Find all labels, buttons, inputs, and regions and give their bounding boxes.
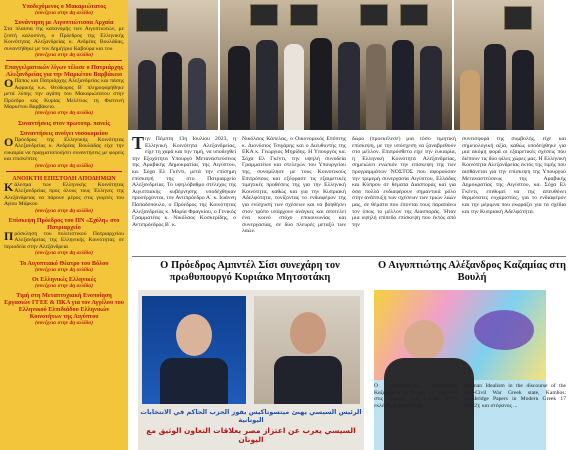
- person: [162, 52, 182, 130]
- sidebar-item-title: Υποδεχόμενος ο Μακαριώτατος: [21, 3, 106, 10]
- face: [404, 320, 444, 360]
- suit: [160, 358, 228, 404]
- drop-cap: Ο: [4, 134, 14, 149]
- painting: [136, 8, 168, 32]
- divider: [6, 60, 122, 61]
- divider: [6, 171, 122, 172]
- continued-note[interactable]: (συνέχεια στην 4η σελίδα): [34, 282, 94, 289]
- photo-meeting-main: [220, 0, 452, 130]
- painting: [250, 4, 278, 26]
- person: [256, 40, 278, 130]
- person: [366, 44, 386, 130]
- sidebar-item-body: Πάπας και Πατριάρχης Αλεξανδρείας και πάσης Αφρικής κ.κ. Θεόδωρος Β΄ πληροφορήθηκε μετά λύπης την αγάπη του Μακαριώτατου στην Πρόεδρο κας Κυρίας Μελέτιος τη Φωτεινή Μαρκέτου Βαρβάκειο.: [4, 78, 124, 111]
- sidebar-item-title: Το Αιγυπτιακό Θέατρο του Βόλου: [19, 259, 109, 267]
- photo-leaders: [138, 290, 364, 450]
- photo-meeting-right: [454, 0, 544, 130]
- painting: [400, 4, 428, 26]
- article-column-3: δώρο (προεκέλεσε) μια τόσο τιμητική επίσκεψη, με την υπόσχεση να ξαναβρεθούν στο μέλλον. Επιπρόσθετα είχε την ευκαιρία, η Ελληνική Κοινότητα Αλεξανδρείας, σημειώνει ενώπιόν την επίσκεψη της των προγραμμάτων ΝΟΣΤΟΣ που αφορούσαν την τριμερή συνεργασία Αιγύπτου, Ελλάδας και Κύπρου σε θέματα Διασποράς και για όσα πολλά ενδιαφέρουν σημαντικά ρόλο στην ανάπτυξη των σχέσεων των τριών λαών μας, σε θέματα που έπονται τους παραπάνω τον όπως το μέλλον της Διασποράς. Ήταν μια υψηλή επίπεδο επίσκεψη που έκτός από την: [352, 136, 456, 228]
- sidebar-item[interactable]: [0, 130, 128, 169]
- drop-cap: Κ: [4, 179, 14, 194]
- continued-note[interactable]: (συνέχεια στην 4η σελίδα): [34, 266, 94, 273]
- sidebar-item[interactable]: [0, 276, 128, 289]
- sidebar-item-body: ρόσκληση του πολιτιστικού Πατριαρχείου Αλεξανδρείας της Ελληνικής Κοινότητας σε περιοδεία στην Αλεξάνδρεια: [4, 230, 124, 250]
- person: [392, 40, 414, 130]
- sidebar: [0, 0, 128, 450]
- sidebar-item-body: άλεσμα των Ελληνικής Κοινότητας Αλεξανδρείας προς όλους τους Έλληνες της Αλεξάνδρειας να πάρουν μέρος στις γιορτές του Αγίου Μάρκου: [4, 181, 124, 208]
- kazamias-article-col2: German Idealism in the discourse of the post-Civil War Greek state, Kambos: Cambridge Papers in Modern Greek 17 (2012); και στέφανος ...: [464, 383, 566, 409]
- sidebar-item-title: ΑΝΟΙΚΤΗ ΕΠΙΣΤΟΛΗ ΑΠΟΔΗΜΩΝ: [12, 174, 116, 182]
- drop-cap: Π: [4, 228, 14, 243]
- face: [176, 314, 212, 356]
- suit: [274, 356, 342, 404]
- photo-meeting-left: [128, 0, 218, 130]
- sidebar-item[interactable]: [0, 64, 128, 116]
- person: [338, 42, 360, 130]
- sidebar-item[interactable]: [0, 292, 128, 326]
- mural-shape: [474, 310, 534, 350]
- person: [188, 58, 206, 130]
- continued-note[interactable]: (συνέχεια στην 4η σελίδα): [34, 162, 94, 169]
- continued-note[interactable]: (συνέχεια στην 4η σελίδα): [34, 52, 94, 59]
- main-content: [128, 0, 576, 450]
- painting: [504, 6, 532, 30]
- person: [512, 50, 534, 130]
- person: [138, 60, 156, 130]
- continued-note[interactable]: (συνέχεια στην 4η σελίδα): [34, 207, 94, 214]
- person: [420, 46, 442, 130]
- kazamias-article-col1: Ο Αιγυπτιώτης Αλέξανδρος Καζαμίας στην Βουλή των Ελλήνων στις εκλογές του Ιουνίου 2023, εκλέχθηκε βουλευτής ...: [374, 383, 458, 409]
- drop-cap: Τ: [132, 136, 145, 153]
- painting: [360, 4, 388, 26]
- article-text: ην Πέμπτη 13η Ιουλίου 2023, η Ελληνική Κοινότητα Αλεξανδρείας, είχε τη χαρά και την τιμή, να υποδεχθεί την Εξοχότητα Υπουργό Μεταναστεύσεως της Αραβικής Δημοκρατίας της Αιγύπτου, κα. Σόχα Ελ Γκέντι, μετά την επίσημη επίσκεψή της στο Πατριαρχείο Αλεξανδρείας. Το υψηλόβαθμο στέλεχος της Αιγυπτιακής κυβέρνησης υποδέχθηκαν προσέρχονται, τον Αντιπρόεδρο Α΄ κ. Ιωάννη Παπαδόπουλο, ο Πρόεδρος της Κοινότητας Αλεξανδρείας κ. Μαρία Φραγκίου, ο Γενικός Γραμματέας κ. Νικόλαος Κοσκερίδης, ο Αντιπρόεδρος Β΄ κ.: [132, 136, 236, 228]
- sidebar-item[interactable]: [0, 120, 128, 127]
- portrait-mitsotakis: [142, 296, 246, 404]
- person: [228, 46, 250, 130]
- sidebar-item-title: Οι Ελληνικές Ελληνικές: [31, 275, 96, 283]
- sidebar-item-body: Στα πλαίσια της κατανομής των Αιγυπτιωτών, με ζεστή καλοσύνη, ο Πρόεδρος της Ελληνικής Κοινότητας Αλεξανδρείας κ. Ανδρέας Βουλάδας, συναντήθηκε με τον Δημήτριο Καβούρα και του: [4, 26, 124, 52]
- headline-kazamias[interactable]: Ο Αιγυπτιώτης Αλέξανδρος Καζαμίας στη Βουλή: [378, 260, 566, 283]
- sidebar-item-title: Τιμή στη Μεταπτυχιακή Ενοποίηση Εργασιών ΓΓΕΕ & ΠΚΑ για τον Αγγέλου του Ελληνικού Ελπιδιάδου Ελληνικών Κοινοτήτων της Αιγύπτου: [4, 292, 124, 321]
- sidebar-item-title: Συναντήσεις στον πρωτοπρ. πανείς: [17, 119, 111, 127]
- headline-sisi[interactable]: Ο Πρόεδρος Αμπντέλ Σίσι συνεχάρη τον πρωθυπουργό Κυριάκο Μητσοτάκη: [160, 260, 340, 283]
- person: [310, 38, 332, 130]
- sidebar-item-title: Επαγγελματικών λίγων τέλεσε ο Πατριάρχης Αλεξανδρείας για την Μαρκέτου Βαρβάκειο: [4, 64, 124, 79]
- sidebar-item-title: Συνάντηση με Αιγυπτιώτισσα Αρχαία: [14, 19, 114, 27]
- article-column-4: συνεισφορά της συμβολής, είχε και σημειολογική αξία, καθώς υποδείχθηκε για μια ακόμη φορά οι εξαιρετικές σχέσεις που διέπουν τις δύο φίλες χώρες μας. Η Ελληνική Κοινότητα Αλεξανδρείας εκτός της τιμής που αισθάνεται για την επίσκεψη της Υπουργού Μεταναστεύσεως της Αραβικής Δημοκρατίας της Αιγύπτου, κα. Σόχα Ελ Γκέντι, επιθυμεί να της απευθύνει θερμότατες ευχαριστίες, για το ενδιαφέρον και την μέριμνα που εκφράζει για τα σχέδια και την Κυπριακή Αδελφότητα.: [462, 136, 566, 215]
- person: [460, 70, 480, 130]
- sidebar-item-title: Συναντήσεις ανοίγει νοσοκομείου: [20, 129, 108, 137]
- drop-cap: Ο: [4, 76, 14, 91]
- sidebar-item[interactable]: [0, 175, 128, 214]
- sidebar-item-body: Πρόεδρος της Ελληνικής Κοινότητας Αλεξανδρείας κ. Ανδρέας Βουλάδας είχε την ευκαιρία να πραγματοποιήσει συναντήσεις με φορείς και επισκέπτες: [4, 136, 124, 163]
- continued-note[interactable]: (συνέχεια στην 4η σελίδα): [34, 10, 94, 16]
- sidebar-item[interactable]: [0, 260, 128, 273]
- sidebar-item[interactable]: [0, 217, 128, 257]
- painting: [290, 4, 318, 26]
- person: [284, 44, 304, 130]
- person: [484, 44, 506, 130]
- face: [290, 312, 326, 354]
- continued-note[interactable]: (συνέχεια στην 4η σελίδα): [34, 250, 94, 257]
- continued-note[interactable]: (συνέχεια στην 4η σελίδα): [34, 320, 94, 327]
- continued-note[interactable]: (συνέχεια στην 4η σελίδα): [34, 110, 94, 117]
- arabic-caption: الرئيس السيسي يهنئ ميتسوتاكيس بفوز الحزب الحاكم في الانتخابات اليونانية السيسي يعرب عن اعتزاز مصر بعلاقات التعاون الوثيق مع اليونان: [140, 408, 362, 444]
- article-column-1: [132, 136, 236, 254]
- article-column-2: Νικόλαος Κάπελας, ο Οικονομικός Επόπτης κ. Διονύσιος Τσιγάρης και ο Διευθυντής της ΕΚΑ κ. Γεώργιος Μηρίδης. Η Υπουργός κα. Σόχα Ελ Γκέντι, την υψηλή συνοδεία Γραμματέων και στελεχών του Υπουργείου της, συνομίλησε με τους Κοινοτικούς Επιτρόπους και εξέφρασε τις εξαιρετικές τιμητικές προθέσεις της για την Ελληνική Κοινότητα, καθώς και για την Κυπριακή Αδελφότητα, τονίζοντας το ενδιαφέρον της για ενίσχυση των σχέσεων και να βοηθήσει στον τρόπο υπάρχουν ανάγκες και αποτελεί ένα κοινό στόχο επικοινωνίας και συνεργασίας, σε δύο πλευρές μεταξύ των λαών.: [242, 136, 346, 235]
- divider: [132, 256, 566, 257]
- sidebar-item-title: Επίσκεψη Πρόεδρος του ΠΝ «Σχόλη» στο Πατριαρχείο: [8, 216, 120, 231]
- portrait-sisi: [254, 296, 360, 404]
- sidebar-item[interactable]: [0, 19, 128, 58]
- sidebar-item[interactable]: [0, 3, 128, 16]
